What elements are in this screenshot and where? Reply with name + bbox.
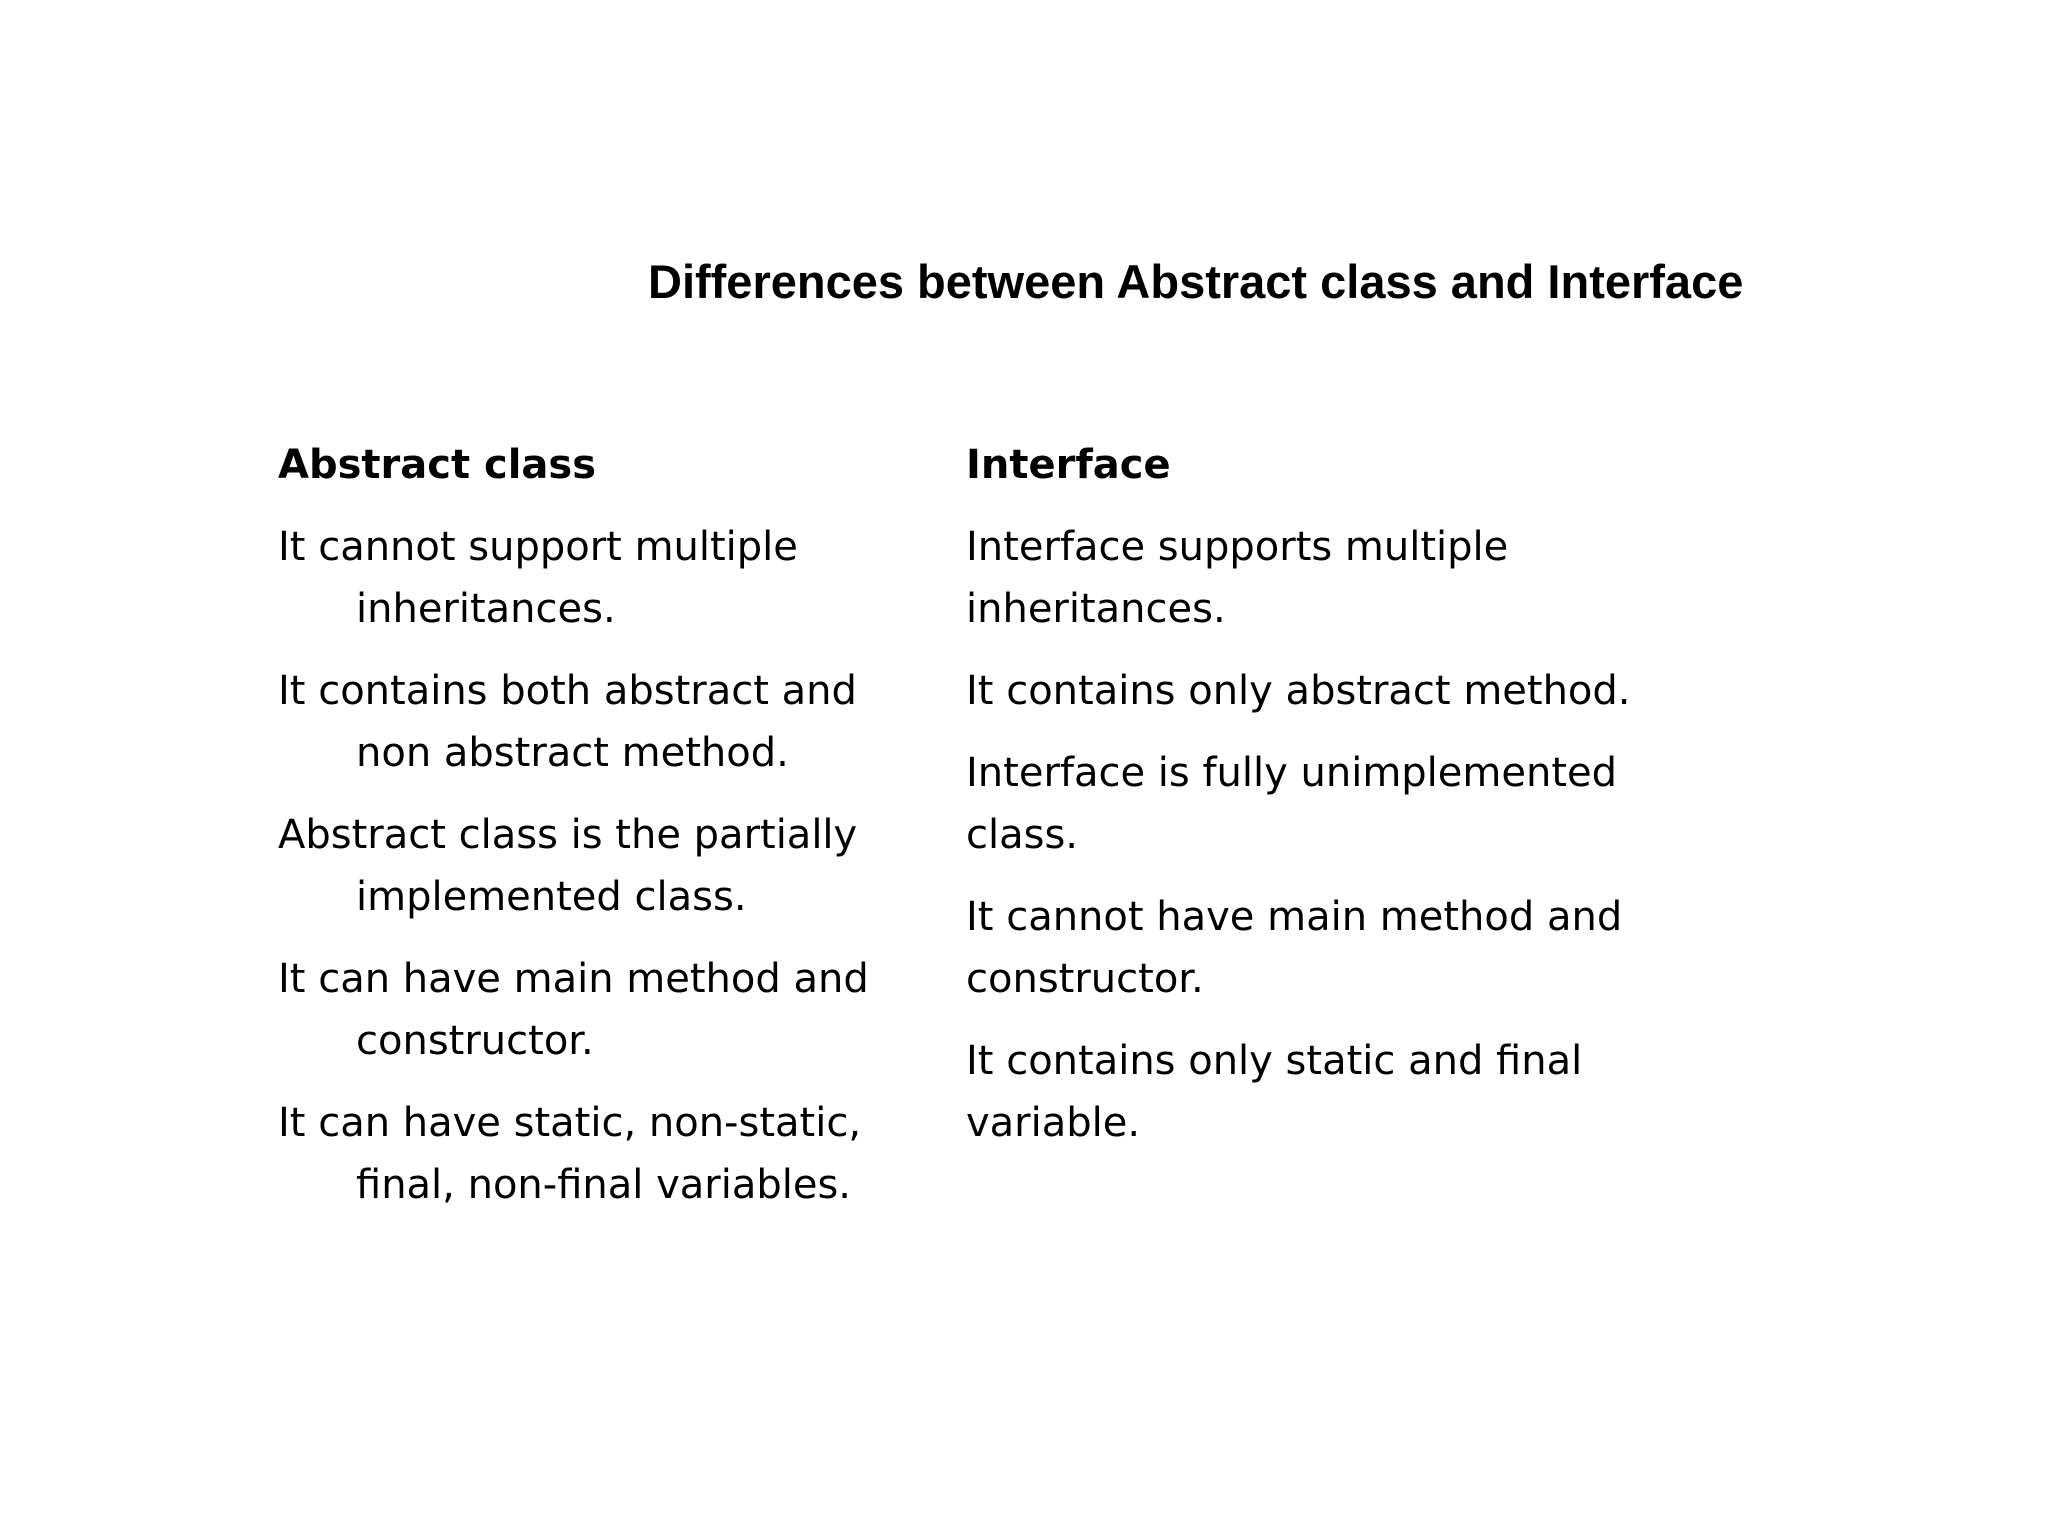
interface-item: It cannot have main method and constructor. — [966, 894, 1623, 1002]
interface-item: Interface is fully unimplemented class. — [966, 750, 1618, 858]
abstract-class-item: It cannot support multiple inheritances. — [278, 524, 798, 632]
interface-column — [966, 434, 1666, 1174]
interface-header: Interface — [966, 442, 1171, 488]
abstract-class-item: It can have static, non-static, final, non-final variables. — [278, 1100, 862, 1208]
abstract-class-item: It can have main method and constructor. — [278, 956, 869, 1064]
abstract-class-item: Abstract class is the partially implemented class. — [278, 812, 858, 920]
abstract-class-column — [278, 434, 918, 1236]
interface-item: It contains only abstract method. — [966, 668, 1631, 714]
interface-item: Interface supports multiple inheritances. — [966, 524, 1509, 632]
abstract-class-item: It contains both abstract and non abstract method. — [278, 668, 857, 776]
interface-item: It contains only static and final variable. — [966, 1038, 1583, 1146]
slide-title: Differences between Abstract class and Interface — [648, 255, 1744, 308]
abstract-class-header: Abstract class — [278, 442, 597, 488]
